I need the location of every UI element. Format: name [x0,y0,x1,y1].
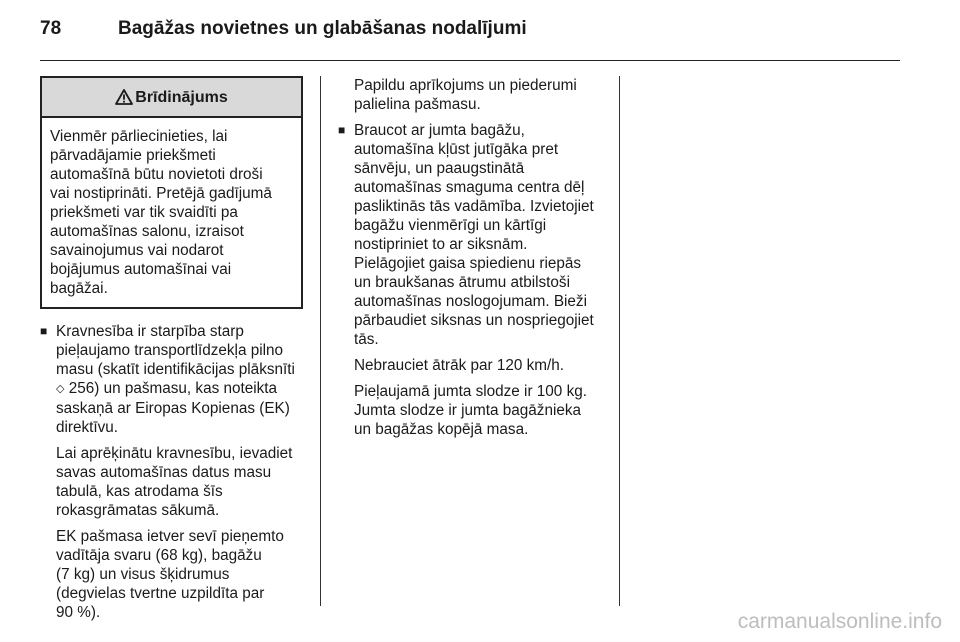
load-capacity-paragraph [56,322,306,437]
list-item [338,121,608,439]
warning-text: Vienmēr pārliecinieties, lai pārvadājamie priekšmeti automašīnā būtu novietoti droši vai nostiprināti. Pretējā gadījumā priekšmeti var tik svaidīti pa automašīnas salonu, izraisot savainojumus vai nodarot bojājumus automašīnai vai bagāžai. [50,128,272,297]
column-divider-1 [320,76,321,606]
warning-header [42,78,301,118]
curb-weight-paragraph: EK pašmasa ietver sevī pieņemto vadītāja svaru (68 kg), bagāžu (7 kg) un visus šķidrumus (degvielas tvertne uzpildīta par 90 %). [56,528,284,621]
paragraph-text: ) un pašmasu, kas noteikta saskaņā ar Eiropas Kopienas (EK) direktīvu. [56,380,290,436]
warning-box [40,76,303,309]
calculation-paragraph: Lai aprēķinātu kravnesību, ievadiet savas automašīnas datus masu tabulā, kas atrodama šīs rokasgrāmatas sākumā. [56,445,293,519]
bullet-icon: ■ [40,324,48,338]
cross-reference-icon: ◇ [56,383,65,395]
page-number: 78 [40,18,62,39]
warning-triangle-icon [115,89,133,105]
speed-limit-paragraph: Nebrauciet ātrāk par 120 km/h. [354,357,565,374]
continuation-paragraph: Papildu aprīkojums un piederumi palielina pašmasu. [354,77,577,113]
header-rule [40,60,900,61]
list-item [40,322,306,622]
right-column [338,76,608,446]
left-column [40,76,306,629]
watermark-text: carmanualsonline.info [737,610,942,633]
roof-load-limit-paragraph: Pieļaujamā jumta slodze ir 100 kg. Jumta slodze ir jumta bagāžnieka un bagāžas kopējā masa. [354,383,587,438]
warning-heading: Brīdinājums [135,88,228,106]
column-divider-2 [619,76,620,606]
paragraph-text: Kravnesība ir starpība starp pieļaujamo transportlīdzekļa pilno masu (skatīt identifikācijas plāksnīti [56,323,295,378]
roof-load-paragraph: Braucot ar jumta bagāžu, automašīna kļūst jutīgāka pret sānvēju, un paaugstinātā automašīnas smaguma centra dēļ pasliktinās tās vadāmība. Izvietojiet bagāžu vienmērīgi un kārtīgi nostipriniet to ar siksnām. Pielāgojiet gaisa spiedienu riepās un braukšanas ātrumu atbilstoši automašīnas noslogojumam. Bieži pārbaudiet siksnas un nospriegojiet tās. [354,122,594,348]
page-title: Bagāžas novietnes un glabāšanas nodalījumi [118,18,527,39]
bullet-icon: ■ [338,123,346,137]
cross-reference-page: 256 [68,380,95,397]
